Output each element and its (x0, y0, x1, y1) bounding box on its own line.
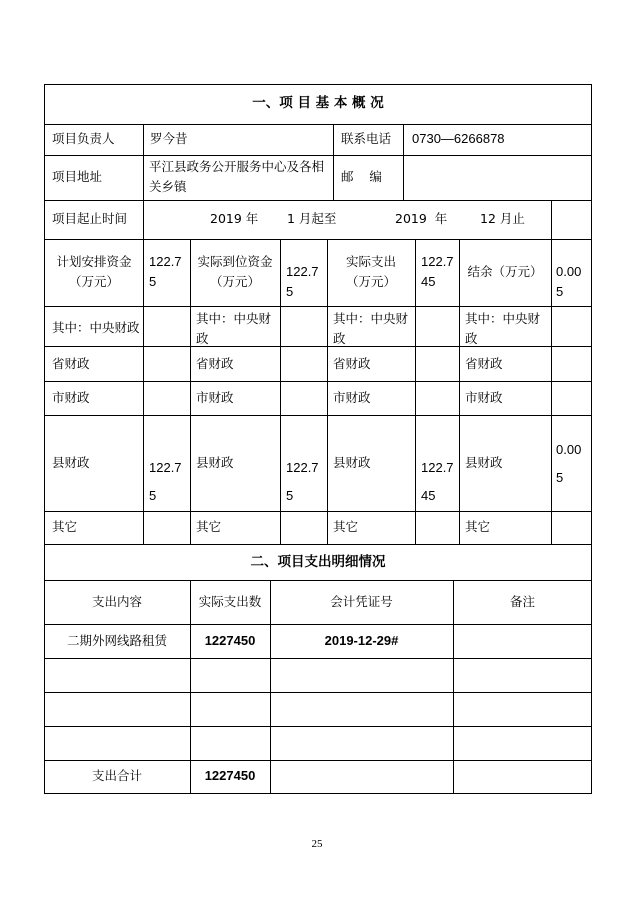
county-label: 县财政 (196, 455, 234, 470)
province-label: 省财政 (196, 356, 234, 371)
detail-voucher: 2019-12-29# (324, 633, 399, 648)
row-divider (44, 658, 592, 659)
row-divider (44, 124, 592, 125)
period-start-month: 1 月起至 (287, 211, 337, 226)
city-label: 市财政 (196, 390, 234, 405)
col-divider (143, 124, 144, 239)
central-label: 其中：中央财政 (196, 311, 272, 346)
arrived-label: 实际到位资金（万元） (197, 254, 273, 289)
section-title: 二、项目支出明细情况 (250, 554, 386, 570)
col-header-amount: 实际支出数 (198, 594, 262, 609)
city-label: 市财政 (52, 390, 90, 405)
spent-label: 实际支出（万元） (345, 254, 396, 289)
row-divider (44, 726, 592, 727)
row-divider (44, 692, 592, 693)
row-divider (44, 306, 592, 307)
row-divider (44, 580, 592, 581)
planned-label: 计划安排资金（万元） (56, 254, 132, 289)
col-divider (190, 239, 191, 544)
other-label: 其它 (196, 519, 222, 534)
period-end-month: 12 月止 (480, 211, 525, 226)
row-divider (44, 155, 592, 156)
phone-value: 0730—6266878 (412, 131, 505, 146)
central-label: 其中：中央财政 (465, 311, 541, 346)
other-label: 其它 (465, 519, 491, 534)
col-divider (270, 580, 271, 794)
leader-label: 项目负责人 (52, 131, 115, 146)
page-number: 25 (311, 838, 323, 850)
col-divider (280, 239, 281, 544)
col-divider (551, 239, 552, 544)
col-header-content: 支出内容 (91, 594, 142, 609)
county-arrived: 122.75 (286, 460, 319, 503)
balance-label: 结余（万元） (467, 264, 543, 279)
county-balance: 0.005 (556, 442, 582, 485)
spent-value: 122.745 (421, 254, 454, 289)
province-label: 省财政 (333, 356, 371, 371)
county-spent: 122.745 (421, 460, 454, 503)
planned-value: 122.75 (149, 254, 182, 289)
col-divider (551, 200, 552, 239)
county-label: 县财政 (333, 455, 371, 470)
county-label: 县财政 (52, 455, 90, 470)
row-divider (44, 239, 592, 240)
other-label: 其它 (52, 519, 78, 534)
other-label: 其它 (333, 519, 359, 534)
county-label: 县财政 (465, 455, 503, 470)
col-divider (459, 239, 460, 544)
row-divider (44, 760, 592, 761)
address-value: 平江县政务公开服务中心及各相关乡镇 (149, 159, 325, 194)
postcode-label: 邮 编 (341, 169, 382, 184)
address-label: 项目地址 (52, 169, 103, 184)
arrived-value: 122.75 (286, 264, 319, 299)
period-end-year: 2019 年 (395, 211, 448, 226)
total-label: 支出合计 (91, 768, 142, 783)
row-divider (44, 544, 592, 545)
county-planned: 122.75 (149, 460, 182, 503)
leader-value: 罗今昔 (150, 131, 188, 146)
central-label: 其中：中央财政 (333, 311, 409, 346)
row-divider (44, 200, 592, 201)
province-label: 省财政 (52, 356, 90, 371)
phone-label: 联系电话 (341, 131, 392, 146)
total-value: 1227450 (204, 768, 256, 783)
col-divider (143, 239, 144, 544)
col-header-voucher: 会计凭证号 (330, 594, 393, 609)
row-divider (44, 624, 592, 625)
col-divider (333, 124, 334, 200)
col-divider (190, 580, 191, 794)
row-divider (44, 381, 592, 382)
city-label: 市财政 (333, 390, 371, 405)
col-divider (415, 239, 416, 544)
city-label: 市财政 (465, 390, 503, 405)
detail-content: 二期外网线路租赁 (66, 633, 167, 648)
row-divider (44, 415, 592, 416)
section-title: 一、项 目 基 本 概 况 (252, 95, 384, 111)
col-divider (327, 239, 328, 544)
central-label: 其中：中央财政 (52, 320, 140, 335)
col-header-remark: 备注 (509, 594, 535, 609)
period-start-year: 2019 年 (210, 211, 259, 226)
balance-value: 0.005 (556, 264, 582, 299)
col-divider (453, 580, 454, 794)
row-divider (44, 511, 592, 512)
province-label: 省财政 (465, 356, 503, 371)
col-divider (403, 124, 404, 200)
detail-amount: 1227450 (204, 633, 256, 648)
period-label: 项目起止时间 (52, 211, 128, 226)
